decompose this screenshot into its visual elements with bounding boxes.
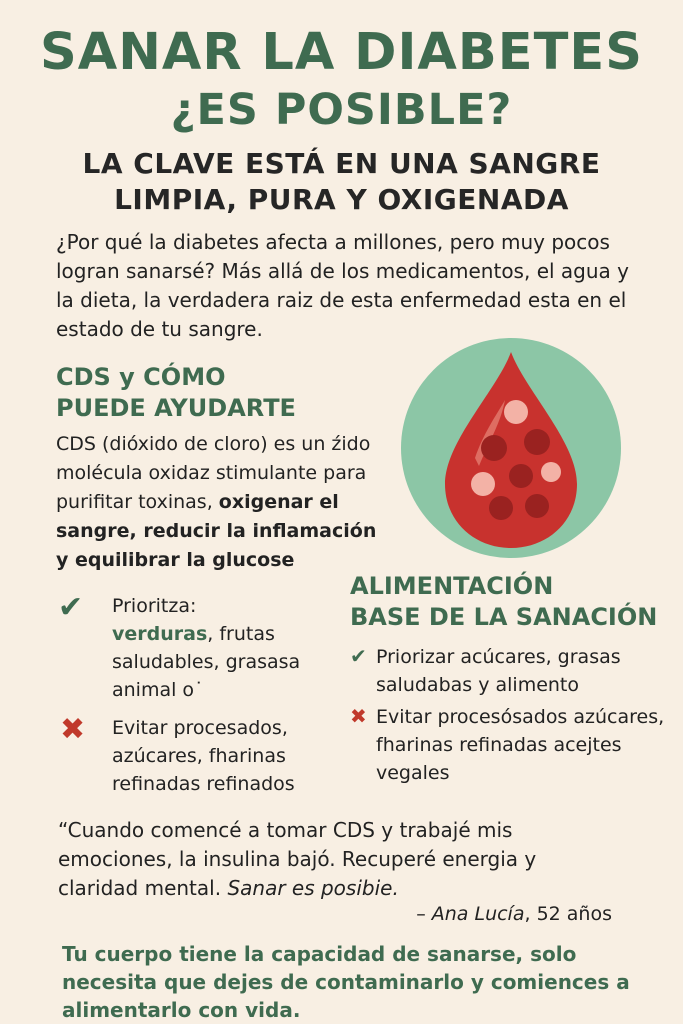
alimentacion-heading-line-2: BASE DE LA SANACIÓN bbox=[350, 603, 658, 631]
blood-cell-light-3 bbox=[471, 472, 495, 496]
cds-section-heading bbox=[56, 362, 376, 424]
testimonial-quote bbox=[58, 816, 618, 903]
blood-cell-light-1 bbox=[504, 400, 528, 424]
main-title-line-2: ¿ES POSIBLE? bbox=[170, 85, 513, 135]
alimentacion-section-heading bbox=[350, 571, 670, 633]
alimentacion-heading-line-1: ALIMENTACIÓN bbox=[350, 572, 554, 600]
cds-heading-line-2: PUEDE AYUDARTE bbox=[56, 394, 296, 422]
cds-heading-line-1: CDS y CÓMO bbox=[56, 363, 226, 391]
left-item-1-highlight: verduras bbox=[112, 623, 208, 645]
right-list-item-avoid: Evitar procesósados azúcares, fharinas refinadas acejtes vegales bbox=[376, 706, 665, 784]
blood-drop-illustration bbox=[401, 338, 621, 558]
left-item-1-rest: , frutas saludables, grasasa animal o˙ bbox=[112, 623, 301, 701]
attribution-dash: – bbox=[416, 903, 432, 925]
left-list-item-avoid: Evitar procesados, azúcares, fharinas refinadas refinados bbox=[112, 717, 295, 795]
cds-text-bold: oxigenar el sangre, reducir la inflamación y equilibrar la glucose bbox=[56, 491, 377, 571]
cds-text-plain: CDS (dióxido de cloro) es un źido molécula oxidaz stimulante para purifitar toxinas, bbox=[56, 433, 371, 513]
subtitle-line-1: LA CLAVE ESTÁ EN UNA SANGRE bbox=[82, 147, 601, 180]
left-item-1-label: Prioritza: bbox=[112, 595, 197, 617]
blood-cell-dark-3 bbox=[509, 464, 533, 488]
subtitle-line-2: LIMPIA, PURA Y OXIGENADA bbox=[114, 183, 569, 216]
cds-description bbox=[56, 430, 386, 575]
blood-cell-dark-5 bbox=[525, 494, 549, 518]
check-icon: ✔ bbox=[58, 590, 84, 625]
check-icon: ✔ bbox=[350, 644, 367, 668]
quote-text: “Cuando comencé a tomar CDS y trabajé mis emociones, la insulina bajó. Recuperé energia y claridad mental. bbox=[58, 818, 537, 900]
quote-italic: Sanar es posibie. bbox=[227, 876, 399, 900]
right-list-item-prioritize: Priorizar acúcares, grasas saludabas y alimento bbox=[376, 646, 621, 696]
blood-cell-dark-1 bbox=[481, 435, 507, 461]
quote-attribution bbox=[300, 900, 612, 928]
intro-paragraph: ¿Por qué la diabetes afecta a millones, pero muy pocos logran sanarsé? Más allá de los medicamentos, el agua y la dieta, la verdadera raiz de esta enfermedad esta en el estado de tu sangre. bbox=[56, 230, 629, 341]
left-list-item-prioritize bbox=[112, 592, 332, 704]
closing-statement: Tu cuerpo tiene la capacidad de sanarse, solo necesita que dejes de contaminarlo y comiences a alimentarlo con vida. bbox=[62, 942, 630, 1022]
main-title-line-1: SANAR LA DIABETES bbox=[40, 23, 643, 82]
attribution-name: Ana Lucía bbox=[431, 903, 525, 925]
attribution-age: , 52 años bbox=[524, 903, 612, 925]
blood-cell-dark-4 bbox=[489, 496, 513, 520]
cross-icon: ✖ bbox=[60, 712, 86, 747]
blood-cell-dark-2 bbox=[524, 429, 550, 455]
blood-cell-light-2 bbox=[541, 462, 561, 482]
cross-icon: ✖ bbox=[350, 704, 367, 728]
